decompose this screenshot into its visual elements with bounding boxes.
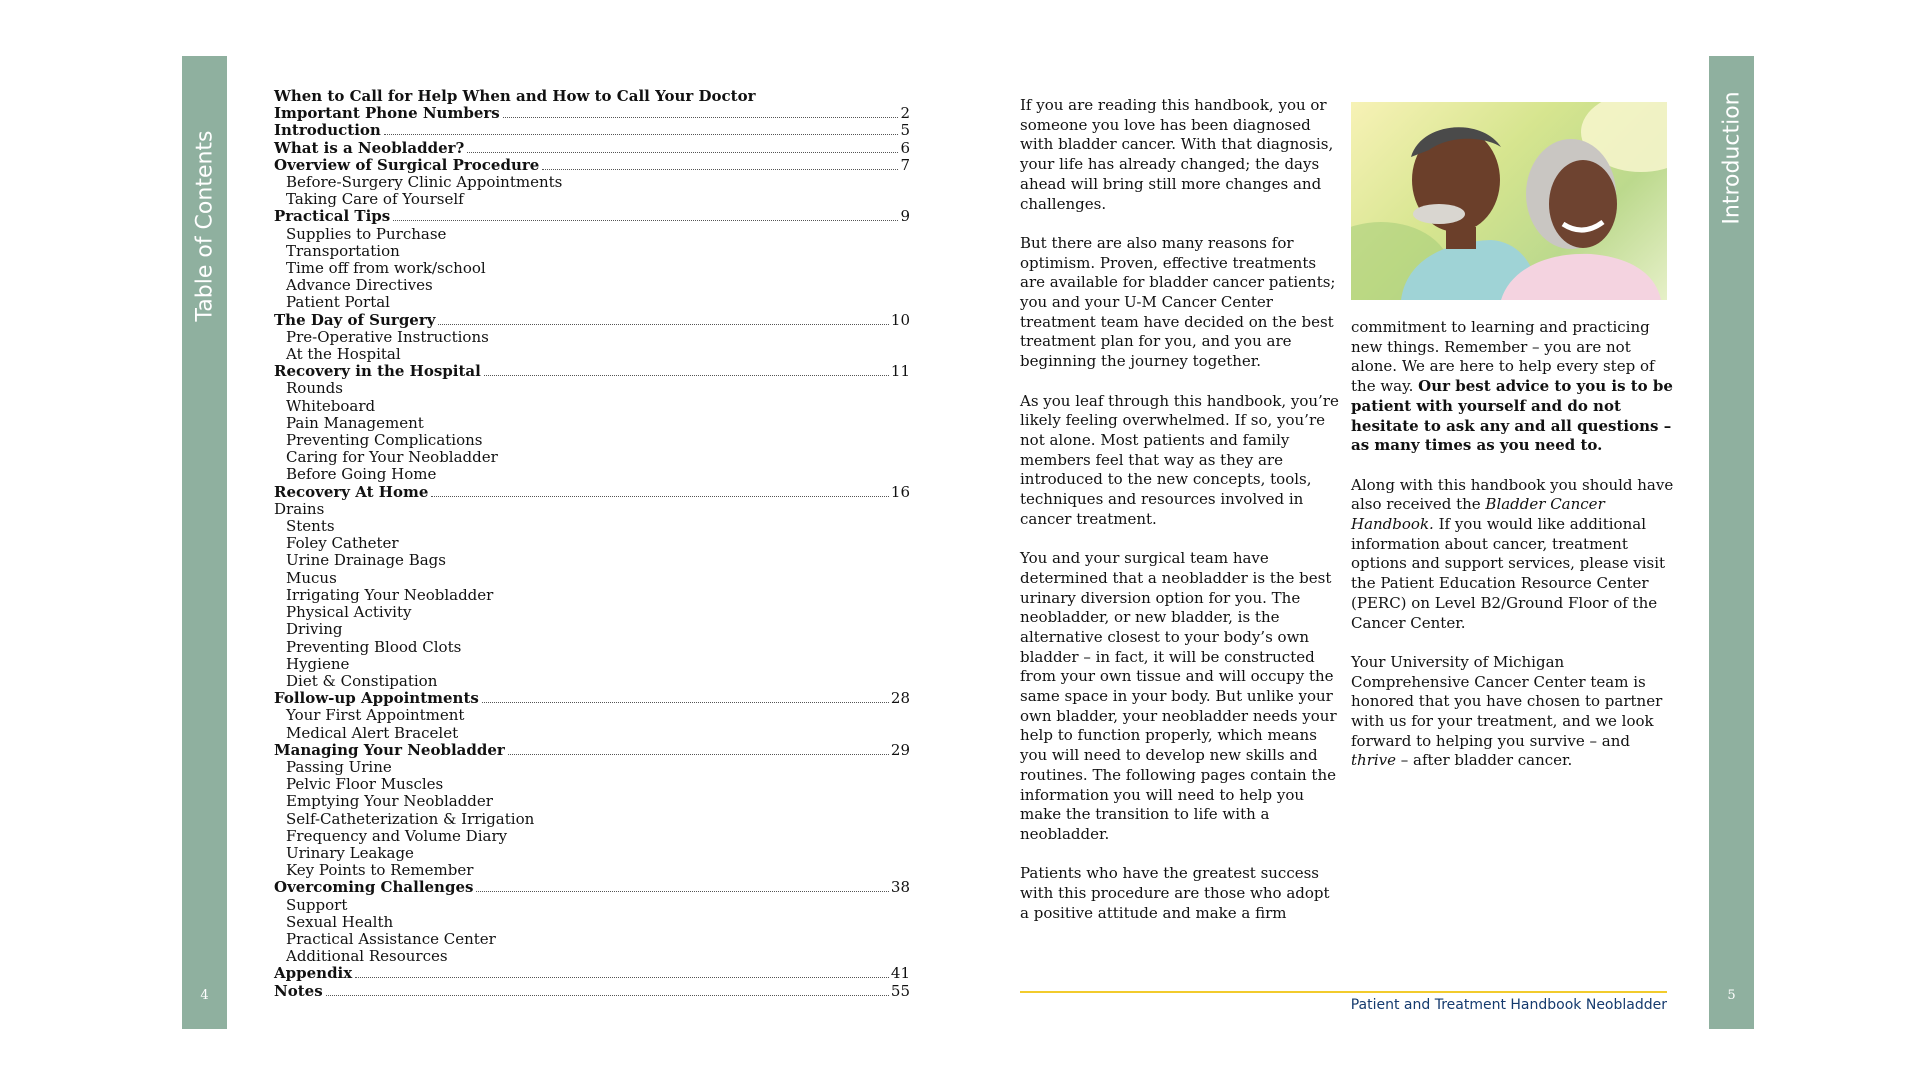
- toc-entry: [274, 191, 910, 208]
- toc-entry: [274, 759, 910, 776]
- toc-entry-label: Notes: [274, 981, 323, 1000]
- toc-entry: [274, 122, 910, 139]
- toc-entry-page: 10: [890, 310, 910, 329]
- toc-entry: [274, 862, 910, 879]
- toc-entry: [274, 656, 910, 673]
- footer-rule: [1020, 991, 1667, 993]
- intro-paragraph: [1351, 476, 1676, 634]
- toc-entry: [274, 897, 910, 914]
- toc-entry: [274, 415, 910, 432]
- toc-entry-label: Stents: [286, 517, 335, 536]
- toc-entry: [274, 707, 910, 724]
- intro-paragraph: You and your surgical team have determined that a neobladder is the best urinary diversion option for you. The neobladder, or new bladder, is the alternative closest to your body’s own bladder – in fact, it will be constructed from your own tissue and will occupy the same space in your body. But unlike your own bladder, your neobladder needs your help to function properly, which means you will need to develop new skills and routines. The following pages contain the information you will need to help you make the transition to life with a neobladder.: [1020, 549, 1337, 843]
- intro-column-1: [1020, 96, 1340, 943]
- toc-entry-label: Urine Drainage Bags: [286, 551, 446, 570]
- toc-entry-page: 29: [890, 740, 910, 759]
- toc-dot-leader: [484, 375, 889, 376]
- couple-photo: [1351, 102, 1667, 300]
- toc-entry: [274, 725, 910, 742]
- toc-entry: [274, 552, 910, 569]
- toc-entry-label: Pain Management: [286, 413, 424, 432]
- toc-entry: [274, 157, 910, 174]
- toc-dot-leader: [438, 324, 888, 325]
- footer-title: Patient and Treatment Handbook Neobladder: [1350, 997, 1667, 1013]
- toc-entry: [274, 535, 910, 552]
- intro-paragraph: [1351, 318, 1676, 456]
- handbook-title-italic: Bladder Cancer Handbook.: [1351, 495, 1605, 534]
- intro-paragraph: Patients who have the greatest success with this procedure are those who adopt a positive attitude and make a firm: [1020, 864, 1330, 922]
- toc-entry-label: When to Call for Help When and How to Call Your Doctor: [274, 87, 756, 105]
- toc-entry-label: Transportation: [286, 241, 400, 260]
- text-run: commitment to learning and practicing new things. Remember – you are not alone. We are here to help every step of the way.: [1351, 318, 1655, 396]
- intro-side-title: Introduction: [1719, 91, 1744, 225]
- toc-entry-label: Taking Care of Yourself: [286, 190, 464, 209]
- thrive-italic: thrive: [1351, 751, 1397, 770]
- toc-entry: [274, 811, 910, 828]
- table-of-contents: [274, 88, 910, 1000]
- toc-side-title: Table of Contents: [192, 130, 217, 322]
- toc-entry: [274, 174, 910, 191]
- toc-entry: [274, 793, 910, 810]
- toc-entry: [274, 294, 910, 311]
- toc-entry: [274, 570, 910, 587]
- toc-entry-label: Diet & Constipation: [286, 671, 438, 690]
- toc-entry: [274, 587, 910, 604]
- text-run: If you would like additional information about cancer, treatment options and support services, please visit the Patient Education Resource Center (PERC) on Level B2/Ground Floor of the Cancer Center.: [1351, 515, 1666, 632]
- toc-entry-label: Driving: [286, 620, 343, 639]
- toc-entry: [274, 277, 910, 294]
- toc-dot-leader: [476, 891, 888, 892]
- toc-entry: [274, 398, 910, 415]
- toc-entry-page: 6: [900, 138, 910, 157]
- toc-entry: [274, 621, 910, 638]
- toc-entry-label: Time off from work/school: [286, 259, 486, 278]
- toc-entry: [274, 312, 910, 329]
- toc-entry-page: 41: [890, 964, 910, 983]
- toc-entry-page: 7: [900, 155, 910, 174]
- toc-entry-label: What is a Neobladder?: [274, 138, 465, 157]
- toc-entry-label: Overcoming Challenges: [274, 878, 474, 897]
- toc-entry: [274, 690, 910, 707]
- advice-bold-text: Our best advice to you is to be patient with yourself and do not hesitate to ask any and all questions – as many times as you need to.: [1351, 377, 1673, 455]
- toc-dot-leader: [431, 496, 889, 497]
- toc-entry-label: Your First Appointment: [286, 706, 465, 725]
- toc-entry-label: Sexual Health: [286, 912, 394, 931]
- toc-dot-leader: [482, 702, 889, 703]
- toc-entry-label: Self-Catheterization & Irrigation: [286, 809, 535, 828]
- toc-dot-leader: [384, 134, 899, 135]
- toc-entry-label: Emptying Your Neobladder: [286, 792, 493, 811]
- toc-entry: [274, 742, 910, 759]
- toc-entry-label: Follow-up Appointments: [274, 689, 479, 708]
- toc-entry-page: 28: [890, 689, 910, 708]
- toc-entry: [274, 105, 910, 122]
- toc-entry-label: Urinary Leakage: [286, 843, 414, 862]
- toc-entry: [274, 931, 910, 948]
- toc-dot-leader: [542, 169, 898, 170]
- right-page-number: 5: [1727, 988, 1736, 1003]
- toc-entry: [274, 484, 910, 501]
- toc-entry: [274, 673, 910, 690]
- toc-entry-page: 38: [890, 878, 910, 897]
- toc-entry-label: Preventing Blood Clots: [286, 637, 462, 656]
- intro-paragraph: As you leaf through this handbook, you’re likely feeling overwhelmed. If so, you’re not alone. Most patients and family members feel that way as they are introduced to the new concepts, tools, techniques and resources involved in cancer treatment.: [1020, 391, 1339, 528]
- toc-entry-page: 16: [890, 482, 910, 501]
- toc-entry: [274, 776, 910, 793]
- toc-entry: [274, 88, 910, 105]
- toc-entry-label: Recovery At Home: [274, 482, 429, 501]
- toc-entry-page: 9: [900, 207, 910, 226]
- toc-entry-label: Key Points to Remember: [286, 861, 474, 880]
- toc-entry-label: Foley Catheter: [286, 534, 399, 553]
- toc-entry-label: Hygiene: [286, 654, 350, 673]
- toc-entry-label: Mucus: [286, 568, 337, 587]
- toc-entry: [274, 432, 910, 449]
- toc-entry-label: Whiteboard: [286, 396, 376, 415]
- intro-paragraph: [1351, 653, 1676, 771]
- toc-entry-label: Advance Directives: [286, 276, 433, 295]
- toc-entry-label: Caring for Your Neobladder: [286, 448, 498, 467]
- toc-entry-label: Rounds: [286, 379, 343, 398]
- toc-entry: [274, 226, 910, 243]
- toc-entry-label: Frequency and Volume Diary: [286, 826, 508, 845]
- toc-entry-label: Before-Surgery Clinic Appointments: [286, 173, 563, 192]
- toc-dot-leader: [503, 117, 899, 118]
- toc-dot-leader: [393, 220, 898, 221]
- toc-entry: [274, 346, 910, 363]
- toc-entry-label: At the Hospital: [286, 345, 401, 364]
- intro-paragraph: If you are reading this handbook, you or someone you love has been diagnosed with bladder cancer. With that diagnosis, your life has already changed; the days ahead will bring still more changes and challenges.: [1020, 96, 1334, 213]
- toc-entry: [274, 501, 910, 518]
- toc-entry-page: 5: [900, 121, 910, 140]
- toc-entry: [274, 604, 910, 621]
- toc-entry-label: Support: [286, 895, 348, 914]
- toc-dot-leader: [355, 977, 889, 978]
- toc-dot-leader: [467, 152, 898, 153]
- toc-dot-leader: [508, 754, 889, 755]
- toc-entry: [274, 828, 910, 845]
- toc-entry: [274, 208, 910, 225]
- toc-entry: [274, 363, 910, 380]
- toc-side-bar: [182, 56, 227, 1029]
- left-page-number: 4: [200, 988, 209, 1003]
- toc-entry-page: 2: [900, 104, 910, 123]
- toc-entry: [274, 518, 910, 535]
- toc-entry: [274, 914, 910, 931]
- toc-entry: [274, 879, 910, 896]
- intro-column-2: [1351, 318, 1676, 791]
- toc-entry-label: Preventing Complications: [286, 431, 483, 450]
- toc-entry-label: Medical Alert Bracelet: [286, 723, 459, 742]
- toc-entry-label: Practical Tips: [274, 207, 391, 226]
- toc-entry-label: Patient Portal: [286, 293, 390, 312]
- toc-entry-label: Pre-Operative Instructions: [286, 327, 489, 346]
- toc-entry: [274, 965, 910, 982]
- text-run: Your University of Michigan Comprehensive Cancer Center team is honored that you have chosen to partner with us for your treatment, and we look forward to helping you survive – and: [1351, 652, 1663, 750]
- toc-entry-label: The Day of Surgery: [274, 310, 436, 329]
- toc-entry: [274, 260, 910, 277]
- toc-entry: [274, 329, 910, 346]
- text-run: Along with this handbook you should have also received the: [1351, 475, 1674, 514]
- toc-entry-page: 11: [890, 362, 910, 381]
- toc-entry-label: Before Going Home: [286, 465, 437, 484]
- toc-entry-label: Practical Assistance Center: [286, 929, 496, 948]
- toc-entry-label: Pelvic Floor Muscles: [286, 775, 444, 794]
- toc-entry-label: Drains: [274, 499, 325, 518]
- toc-entry-label: Physical Activity: [286, 603, 412, 622]
- toc-entry: [274, 983, 910, 1000]
- toc-entry: [274, 449, 910, 466]
- toc-entry: [274, 140, 910, 157]
- toc-entry-label: Additional Resources: [286, 947, 448, 966]
- toc-entry-label: Appendix: [274, 964, 353, 983]
- intro-paragraph: But there are also many reasons for optimism. Proven, effective treatments are available for bladder cancer patients; you and your U-M Cancer Center treatment team have decided on the best treatment plan for you, and you are beginning the journey together.: [1020, 233, 1336, 371]
- toc-entry: [274, 466, 910, 483]
- toc-dot-leader: [326, 995, 889, 996]
- toc-entry-label: Recovery in the Hospital: [274, 362, 481, 381]
- text-run: – after bladder cancer.: [1396, 751, 1573, 770]
- toc-entry-label: Important Phone Numbers: [274, 104, 500, 123]
- toc-entry-label: Overview of Surgical Procedure: [274, 155, 540, 174]
- couple-illustration: [1351, 102, 1667, 300]
- toc-entry-label: Supplies to Purchase: [286, 224, 447, 243]
- toc-entry-label: Irrigating Your Neobladder: [286, 585, 494, 604]
- toc-entry-label: Introduction: [274, 121, 381, 140]
- intro-side-bar: [1709, 56, 1754, 1029]
- toc-entry-label: Passing Urine: [286, 757, 392, 776]
- toc-entry-label: Managing Your Neobladder: [274, 740, 505, 759]
- toc-entry: [274, 948, 910, 965]
- toc-entry: [274, 243, 910, 260]
- toc-entry: [274, 639, 910, 656]
- toc-entry: [274, 845, 910, 862]
- toc-entry-page: 55: [890, 981, 910, 1000]
- toc-entry: [274, 380, 910, 397]
